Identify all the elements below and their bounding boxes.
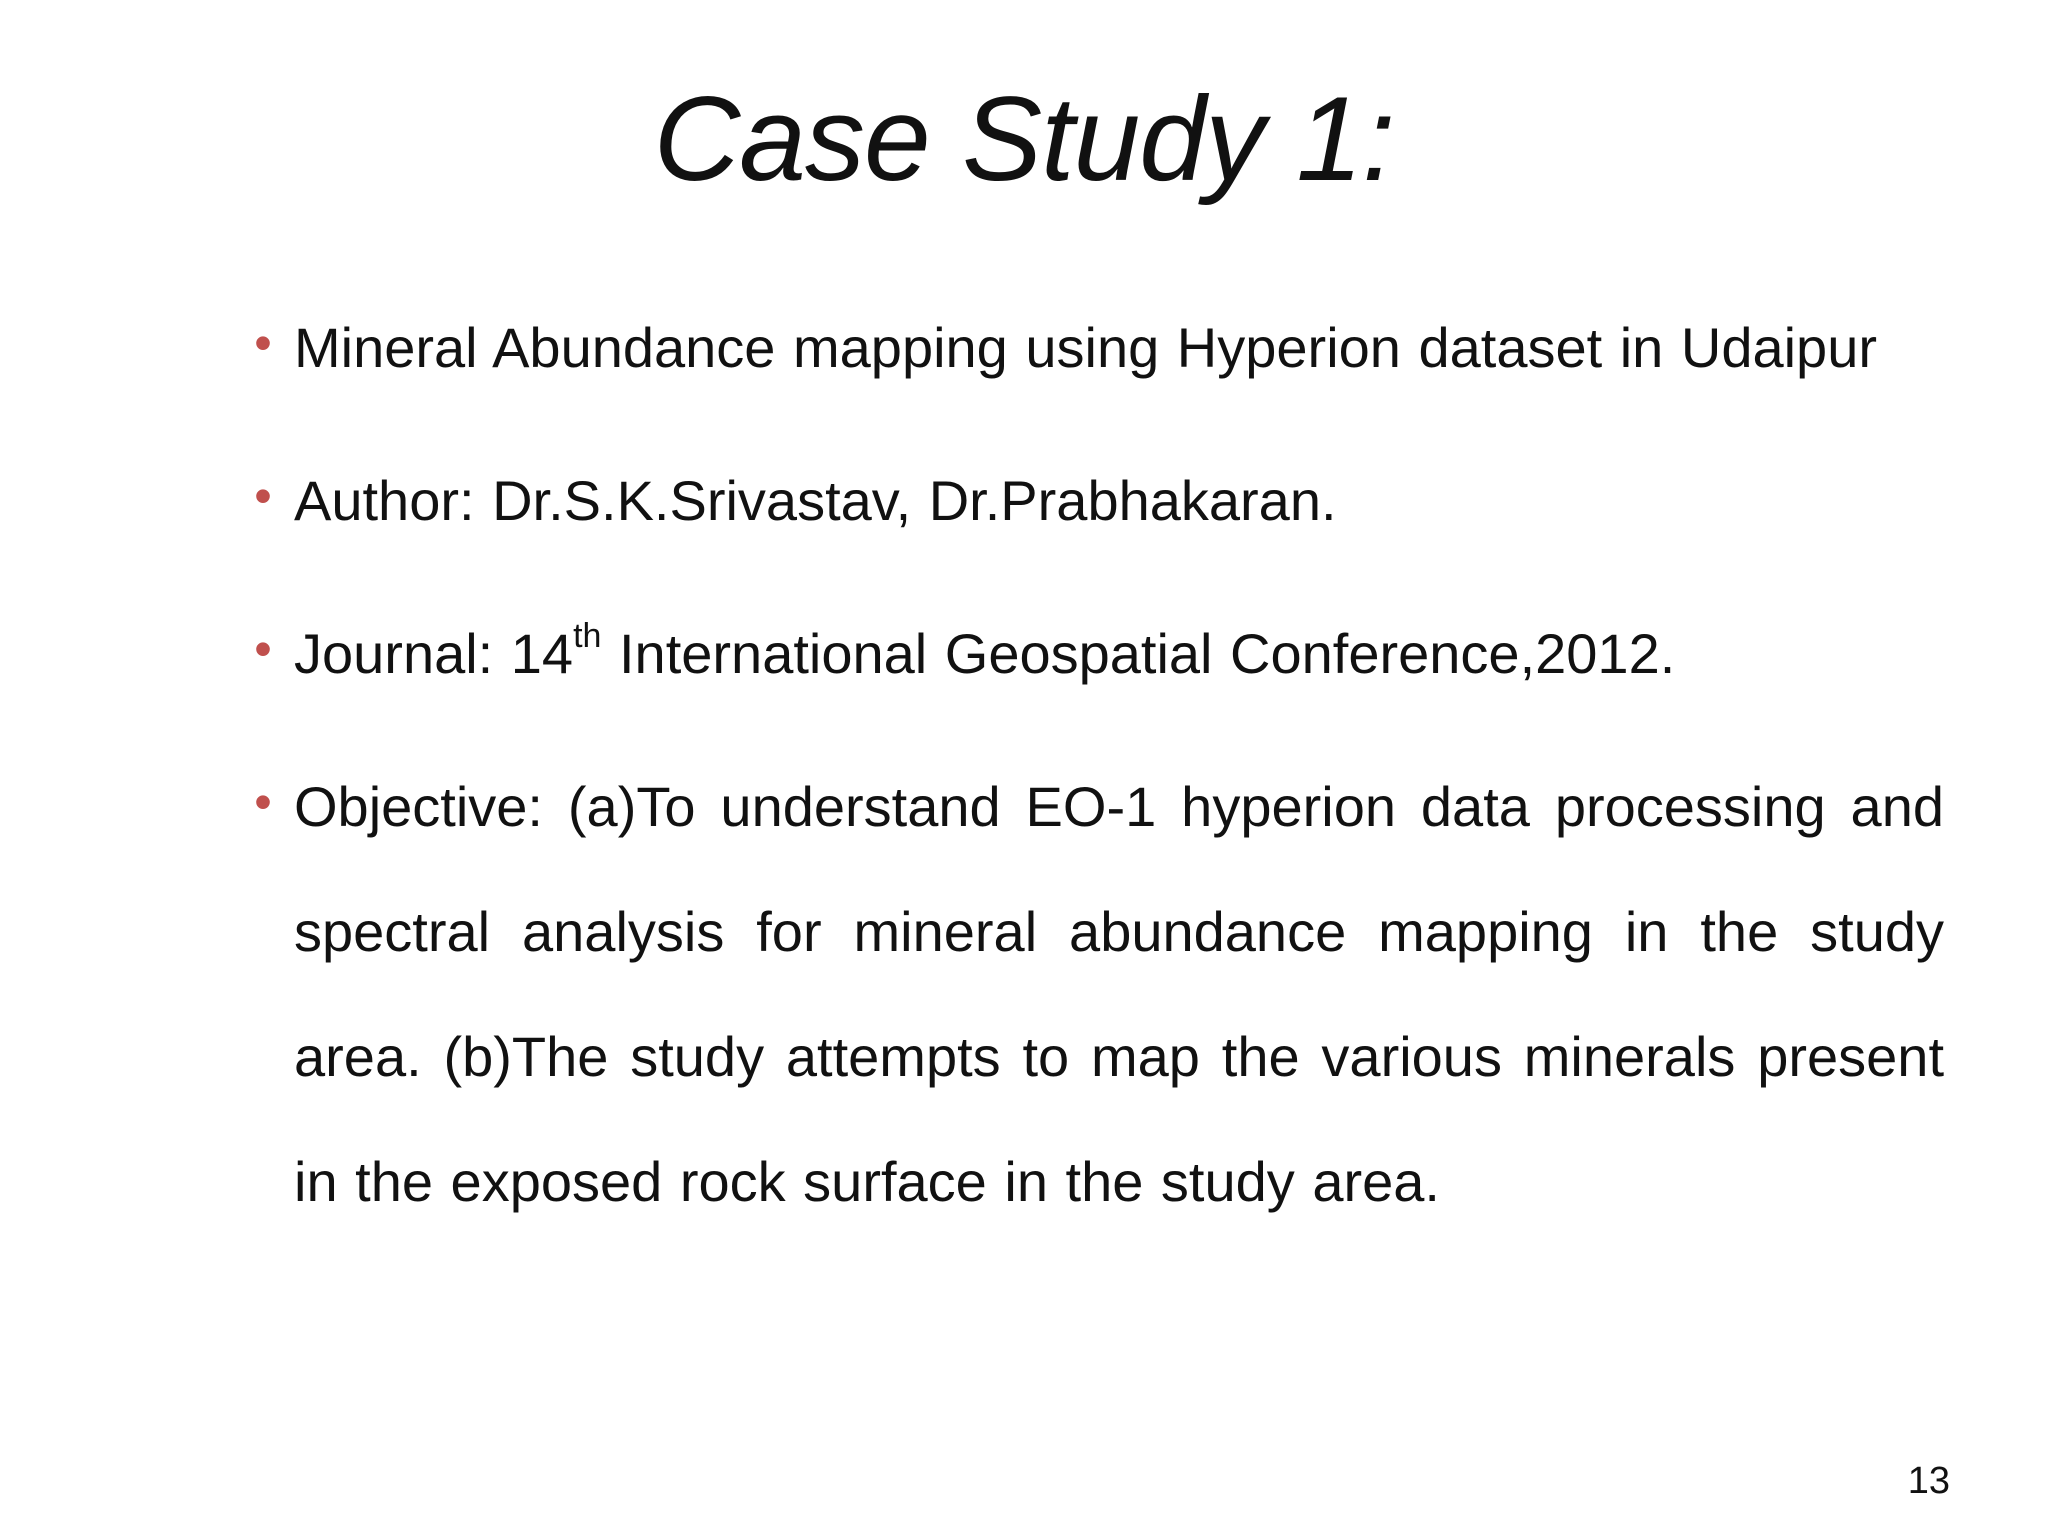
- bullet-item-topic: [232, 285, 1944, 410]
- bullet-dot-icon: •: [254, 774, 272, 830]
- bullet-text-author: Author: Dr.S.K.Srivastav, Dr.Prabhakaran.: [294, 469, 1337, 532]
- bullet-dot-icon: •: [254, 315, 272, 371]
- bullet-text-journal: [294, 591, 1944, 716]
- bullet-item-objective: [232, 744, 1944, 1244]
- bullet-item-journal: [232, 591, 1944, 716]
- bullet-dot-icon: •: [254, 621, 272, 677]
- page-number: 13: [1907, 1460, 1950, 1502]
- bullet-text-topic: Mineral Abundance mapping using Hyperion dataset in Udaipur: [294, 316, 1877, 379]
- bullet-item-author: [232, 438, 1944, 563]
- slide-title: Case Study 1:: [653, 72, 1395, 206]
- journal-ordinal-superscript: th: [573, 617, 602, 655]
- slide-content: [232, 285, 1944, 1244]
- bullet-dot-icon: •: [254, 468, 272, 524]
- bullet-text-objective: Objective: (a)To understand EO-1 hyperion data processing and spectral analysis for mineral abundance mapping in the study area. (b)The study attempts to map the various minerals present in the exposed rock surface in the study area.: [294, 775, 1944, 1213]
- journal-prefix: Journal: 14: [294, 622, 574, 685]
- journal-suffix: International Geospatial Conference,2012.: [601, 622, 1676, 685]
